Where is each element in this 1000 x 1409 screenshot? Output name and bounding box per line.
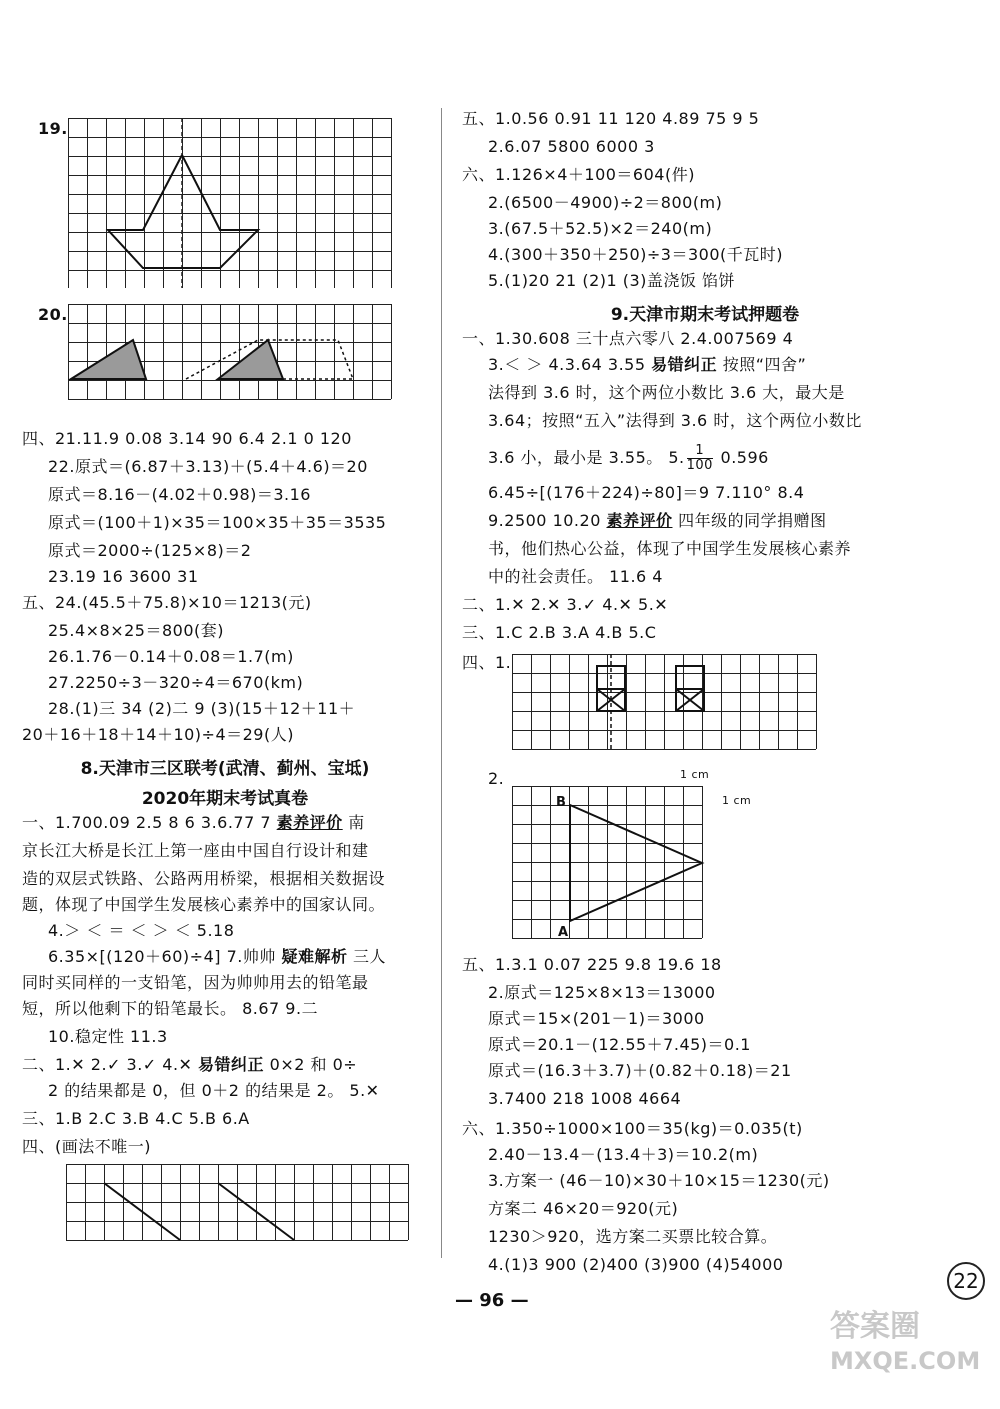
answer-line: 6.45÷[(176＋224)÷80]＝9 7.110° 8.4	[488, 483, 805, 502]
hourglass-shapes	[597, 666, 704, 711]
answer-line: 3.＜ ＞ 4.3.64 3.55 易错纠正 按照“四舍”	[488, 355, 807, 374]
column-divider	[441, 108, 442, 1258]
page-number: — 96 —	[455, 1290, 529, 1311]
answer-line: 五、1.3.1 0.07 225 9.8 19.6 18	[462, 955, 722, 974]
answer-line: 题，体现了中国学生发展核心素养中的国家认同。	[22, 895, 386, 914]
answer-line: 10.稳定性 11.3	[48, 1027, 168, 1046]
fraction: $\frac{1}{100}$	[686, 443, 713, 473]
answer-line: 4.＞ ＜ ＝ ＜ ＞ ＜ 5.18	[48, 921, 235, 940]
answer-line: 四、(画法不唯一)	[22, 1137, 151, 1156]
answer-line: 1230＞920，选方案二买票比较合算。	[488, 1227, 778, 1246]
grid-figure-20	[68, 304, 398, 414]
answer-line: 2.6.07 5800 6000 3	[488, 137, 655, 156]
answer-line: 原式＝8.16－(4.02＋0.98)＝3.16	[48, 485, 311, 504]
answer-line: 一、1.30.608 三十点六零八 2.4.007569 4	[462, 329, 794, 348]
answer-line: 4.(300＋350＋250)÷3＝300(千瓦时)	[488, 245, 783, 264]
answer-line: 造的双层式铁路、公路两用桥梁，根据相关数据设	[22, 869, 386, 888]
answer-line: 9.2500 10.20 素养评价 四年级的同学捐赠图	[488, 511, 827, 530]
answer-line: 2.40－13.4－(13.4＋3)＝10.2(m)	[488, 1145, 759, 1164]
question-20-label: 20.	[38, 305, 68, 324]
answer-line: 23.19 16 3600 31	[48, 567, 199, 586]
answer-line: 27.2250÷3－320÷4＝670(km)	[48, 673, 304, 692]
answer-line: 原式＝2000÷(125×8)＝2	[48, 541, 252, 560]
answer-line: 22.原式＝(6.87＋3.13)＋(5.4＋4.6)＝20	[48, 457, 368, 476]
answer-line: 2.原式＝125×8×13＝13000	[488, 983, 716, 1002]
answer-line: 原式＝15×(201－1)＝3000	[488, 1009, 705, 1028]
answer-line: 二、1.✕ 2.✓ 3.✓ 4.✕ 易错纠正 0×2 和 0÷	[22, 1055, 358, 1074]
answer-line: 原式＝(16.3＋3.7)＋(0.82＋0.18)＝21	[488, 1061, 792, 1080]
answer-line: 书，他们热心公益，体现了中国学生发展核心素养	[488, 539, 852, 558]
answer-line: 三、1.C 2.B 3.A 4.B 5.C	[462, 623, 657, 642]
answer-line: 3.方案一 (46－10)×30＋10×15＝1230(元)	[488, 1171, 830, 1190]
answer-line: 中的社会责任。 11.6 4	[488, 567, 663, 586]
vertex-b: B	[556, 795, 567, 810]
grid-figure-4-1	[512, 654, 818, 750]
answer-line: 方案二 46×20＝920(元)	[488, 1199, 679, 1218]
triangle-moved	[218, 340, 283, 379]
answer-line: 2.	[488, 769, 505, 788]
analysis-tag: 疑难解析	[281, 947, 348, 966]
answer-line: 六、1.126×4＋100＝604(件)	[462, 165, 695, 184]
answer-line: 3.64；按照“五入”法得到 3.6 时，这个两位小数比	[488, 411, 862, 430]
answer-line: 五、1.0.56 0.91 11 120 4.89 75 9 5	[462, 109, 760, 128]
answer-line: 五、24.(45.5＋75.8)×10＝1213(元)	[22, 593, 312, 612]
answer-line: 6.35×[(120＋60)÷4] 7.帅帅 疑难解析 三人	[48, 947, 387, 966]
answer-line: 原式＝(100＋1)×35＝100×35＋35＝3535	[48, 513, 387, 532]
answer-line: 25.4×8×25＝800(套)	[48, 621, 225, 640]
answer-line: 京长江大桥是长江上第一座由中国自行设计和建	[22, 841, 369, 860]
grid-figure-4-2	[512, 786, 720, 944]
section-title: 2020年期末考试真卷	[141, 789, 309, 809]
answer-line: 同时买同样的一支铅笔，因为帅帅用去的铅笔最	[22, 973, 369, 992]
grid-figure-4	[66, 1164, 426, 1242]
answer-line: 四、1.	[462, 653, 512, 672]
answer-line: 二、1.✕ 2.✕ 3.✓ 4.✕ 5.✕	[462, 595, 669, 614]
literacy-tag: 素养评价	[606, 511, 673, 530]
answer-line: 法得到 3.6 时，这个两位小数比 3.6 大，最大是	[488, 383, 845, 402]
error-tag: 易错纠正	[198, 1055, 265, 1074]
circled-number: 22	[947, 1262, 985, 1300]
answer-line: 2.(6500－4900)÷2＝800(m)	[488, 193, 723, 212]
error-tag: 易错纠正	[651, 355, 718, 374]
answer-line: 六、1.350÷1000×100＝35(kg)＝0.035(t)	[462, 1119, 803, 1138]
answer-line: 3.7400 218 1008 4664	[488, 1089, 682, 1108]
answer-line: 26.1.76－0.14＋0.08＝1.7(m)	[48, 647, 294, 666]
question-19-label: 19.	[38, 119, 68, 138]
answer-line: 原式＝20.1－(12.55＋7.45)＝0.1	[488, 1035, 751, 1054]
answer-line: 4.(1)3 900 (2)400 (3)900 (4)54000	[488, 1255, 784, 1274]
answer-line: 20＋16＋18＋14＋10)÷4＝29(人)	[22, 725, 294, 744]
answer-line: 三、1.B 2.C 3.B 4.C 5.B 6.A	[22, 1109, 250, 1128]
answer-line: 3.(67.5＋52.5)×2＝240(m)	[488, 219, 713, 238]
section-title: 8.天津市三区联考(武清、蓟州、宝坻)	[80, 759, 370, 779]
answer-line: 3.6 小，最小是 3.55。 5. $\frac{1}{100}$ 0.596	[488, 443, 769, 473]
watermark-logo: 答案圈 MXQE.COM	[830, 1309, 981, 1375]
section-title: 9.天津市期末考试押题卷	[610, 305, 800, 325]
vertex-a: A	[558, 925, 569, 940]
answer-line: 2 的结果都是 0，但 0＋2 的结果是 2。 5.✕	[48, 1081, 380, 1100]
answer-line: 四、21.11.9 0.08 3.14 90 6.4 2.1 0 120	[22, 429, 352, 448]
answer-line: 短，所以他剩下的铅笔最长。 8.67 9.二	[22, 999, 319, 1018]
triangle-original	[71, 340, 146, 379]
unit-label: 1 cm	[680, 768, 710, 781]
answer-line: 一、1.700.09 2.5 8 6 3.6.77 7 素养评价 南	[22, 813, 365, 832]
grid-figure-19	[68, 118, 398, 288]
unit-label: 1 cm	[722, 794, 752, 807]
answer-line: 28.(1)三 34 (2)二 9 (3)(15＋12＋11＋	[48, 699, 356, 718]
literacy-tag: 素养评价	[276, 813, 343, 832]
answer-line: 5.(1)20 21 (2)1 (3)盖浇饭 馅饼	[488, 271, 736, 290]
